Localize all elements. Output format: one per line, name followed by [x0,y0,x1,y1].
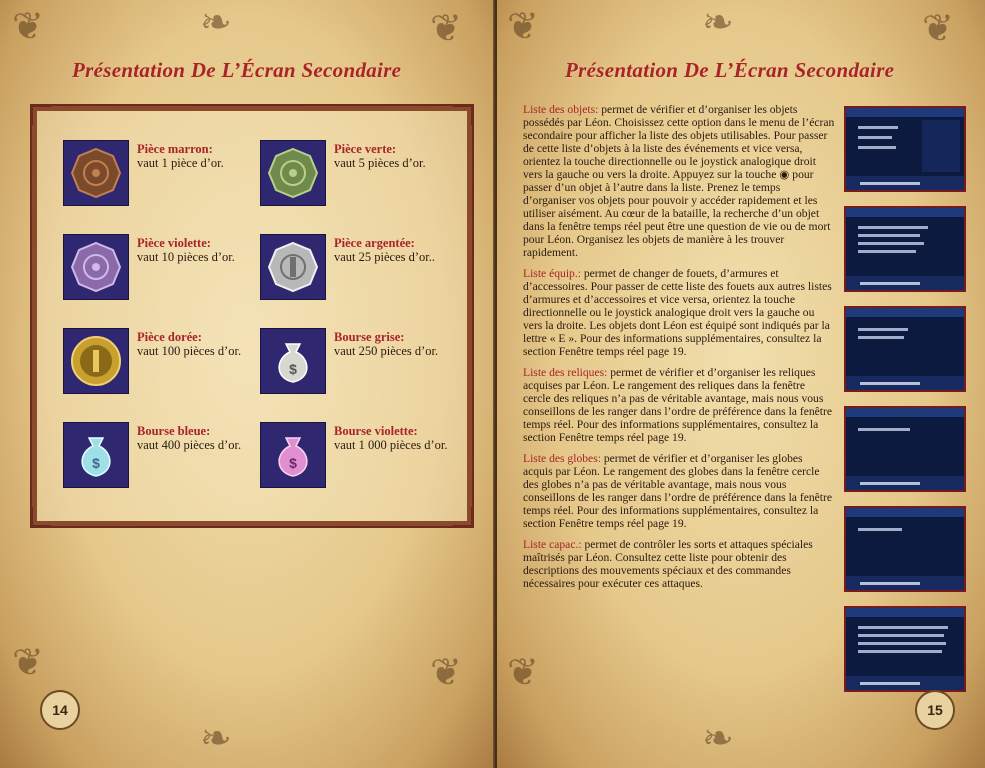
page-title: Présentation De L’Écran Secondaire [72,58,402,82]
grey-pouch-icon [260,328,326,394]
equip-list-screen-shot [844,306,966,392]
coin-entry [260,140,426,206]
blue-pouch-icon [63,422,129,488]
coin-entry [260,328,438,394]
section-title: Liste des reliques: [523,366,608,379]
bottom-ornament-icon: ❧ [200,718,232,760]
svg-text:$: $ [289,455,297,471]
orb-list-screen-shot [844,506,966,592]
coin-value: vaut 5 pièces d’or. [334,156,426,170]
coin-name: Pièce violette: [137,236,211,250]
screenshot-column [844,106,964,706]
top-ornament-icon: ❧ [200,2,232,44]
coin-entry [260,234,435,300]
coin-value: vaut 400 pièces d’or. [137,438,242,452]
top-ornament-icon: ❧ [702,2,734,44]
coin-name: Bourse bleue: [137,424,211,438]
section-item-list [523,103,835,259]
purple-coin-icon [63,234,129,300]
section-text: permet de changer de fouets, d’armures et d’accessoires. Pour passer de cette liste des fouets aux autres listes d’armures et d’accessoires et vice versa, orientez la touche directionnelle ou le joystick analogique droit vers la gauche ou vers la droite. Les objets dont Léon est équipé sont indiqués par la lettre « E ». Pour des informations supplémentaires, consultez la section Fenêtre temps réel page 19. [523,267,832,358]
section-text: permet de vérifier et d’organiser les globes acquis par Léon. Le rangement des globes dans la fenêtre cercle des globes n’a pas de véritable avantage, mais nous vous conseillons de les ranger dans l’ordre de préférence dans la fenêtre temps réel. Pour des informations supplémentaires, consultez la section Fenêtre temps réel page 19. [523,452,833,530]
section-orb-list [523,452,835,530]
section-title: Liste capac.: [523,538,582,551]
equipment-screen-shot [844,106,966,192]
coin-value: vaut 250 pièces d’or. [334,344,439,358]
coin-entry [63,140,224,206]
silver-coin-icon [260,234,326,300]
page-number: 14 [40,690,80,730]
section-title: Liste des globes: [523,452,601,465]
corner-ornament-icon: ❦ [507,6,539,48]
section-equip-list [523,267,835,358]
coin-value: vaut 25 pièces d’or.. [334,250,436,264]
section-title: Liste des objets: [523,103,599,116]
page-title: Présentation De L’Écran Secondaire [565,58,895,82]
right-page [497,0,985,768]
page-number: 15 [915,690,955,730]
item-list-screen-shot [844,206,966,292]
corner-ornament-icon: ❦ [430,8,462,50]
body-text [523,103,835,598]
section-relic-list [523,366,835,444]
corner-ornament-icon: ❦ [12,642,44,684]
section-skill-list [523,538,835,590]
violet-pouch-icon [260,422,326,488]
coin-name: Pièce marron: [137,142,213,156]
corner-ornament-icon: ❦ [430,652,462,694]
coin-entry [260,422,448,488]
coin-name: Bourse violette: [334,424,418,438]
corner-ornament-icon: ❦ [12,6,44,48]
svg-text:$: $ [92,455,100,471]
corner-ornament-icon: ❦ [922,8,954,50]
coin-entry [63,328,241,394]
bottom-ornament-icon: ❧ [702,718,734,760]
coin-name: Pièce argentée: [334,236,415,250]
relic-list-screen-shot [844,406,966,492]
brown-coin-icon [63,140,129,206]
section-text: permet de vérifier et d’organiser les reliques acquises par Léon. Le rangement des reliques dans la fenêtre cercle des reliques n’a pas de véritable avantage, mais nous vous conseillons de les ranger dans l’ordre de préférence dans la fenêtre temps réel. Pour des informations supplémentaires, consultez la section Fenêtre temps réel page 19. [523,366,833,444]
section-title: Liste équip.: [523,267,581,280]
skill-list-screen-shot [844,606,966,692]
coin-name: Pièce verte: [334,142,397,156]
coin-value: vaut 1 pièce d’or. [137,156,224,170]
coin-value: vaut 100 pièces d’or. [137,344,242,358]
coin-name: Bourse grise: [334,330,405,344]
coin-value: vaut 1 000 pièces d’or. [334,438,448,452]
coin-entry [63,422,241,488]
coin-name: Pièce dorée: [137,330,202,344]
section-text: permet de contrôler les sorts et attaques spéciales maîtrisés par Léon. Consultez cette liste pour obtenir des descriptions des mouvements spéciaux et des commandes nécessaires pour exécuter ces attaques. [523,538,813,590]
gold-coin-icon [63,328,129,394]
coin-value: vaut 10 pièces d’or. [137,250,235,264]
section-text: permet de vérifier et d’organiser les objets possédés par Léon. Choisissez cette option dans le menu de l’écran secondaire pour afficher la liste des objets utilisables. Pour passer de cette liste d’objets à la liste des événements et vice versa, orientez la touche directionnelle ou le joystick analogique droit vers la gauche ou vers la droite. Appuyez sur la touche ◉ pour passer d’un objet à l’autre dans la liste. Prenez le temps d’organiser vos objets pour pouvoir y accéder rapidement et les utiliser aisément. Au cœur de la bataille, la recherche d’un objet dans la fenêtre temps réel peut être une question de vie ou de mort pour Léon. Organisez les objets de manière à les trouver rapidement. [523,103,835,259]
coin-entry [63,234,235,300]
green-coin-icon [260,140,326,206]
corner-ornament-icon: ❦ [507,652,539,694]
svg-text:$: $ [289,361,297,377]
